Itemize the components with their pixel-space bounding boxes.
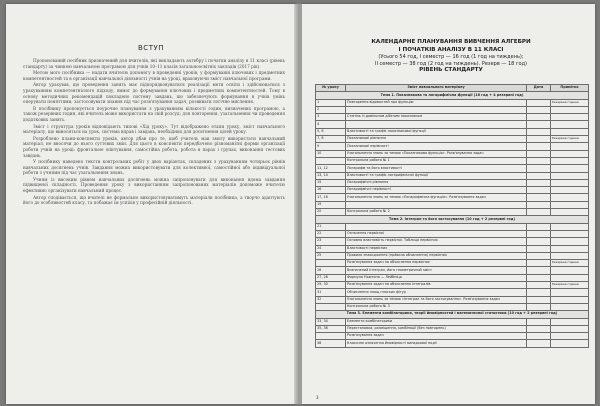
lesson-number: 15 — [316, 179, 346, 186]
intro-paragraph: Автор урахував, що проведення занять має підпорядковуватися реалізації мети освіти і здійснюватися з урахуванням компетентнісного підходу, вимог до формування ключових і предметних компетентностей. Тому в основу методичних рекомендацій покладено систему завдань, що забезпечують формування в учнів умінь оперувати поняттями, застосовувати знання під час розв'язування задач, розвивати логічне мислення. — [23, 82, 285, 105]
section-title: Тема 3. Елементи комбінаторики, теорії ймовірностей і математичної статистики (10 год + 2 резервні год) — [316, 311, 589, 318]
book-spread — [6, 4, 595, 404]
lesson-note: Резервна година — [551, 282, 589, 289]
lesson-note — [551, 157, 589, 164]
table-row — [316, 260, 589, 267]
lesson-content: Елементи комбінаторики — [346, 318, 527, 325]
table-row — [316, 209, 589, 216]
lesson-content: Повторення відомостей про функцію — [346, 99, 527, 106]
heading-line-1: КАЛЕНДАРНЕ ПЛАНУВАННЯ ВИВЧЕННЯ АЛГЕБРИ — [371, 39, 531, 45]
lesson-number: 29, 30 — [316, 282, 346, 289]
lesson-note — [551, 106, 589, 113]
lesson-number: 25 — [316, 252, 346, 259]
lesson-content: Властивості та графік логарифмічної функції — [346, 172, 527, 179]
lesson-date — [527, 318, 551, 325]
table-row — [316, 128, 589, 135]
section-row — [316, 216, 589, 223]
lesson-note: Резервна година — [551, 136, 589, 143]
heading-level: РІВЕНЬ СТАНДАРТУ — [419, 67, 483, 74]
lesson-number: 31 — [316, 289, 346, 296]
lesson-date — [527, 114, 551, 121]
lesson-date — [527, 165, 551, 172]
lesson-date — [527, 333, 551, 340]
lesson-content: Класичне означення ймовірності випадкової події — [346, 340, 527, 347]
section-title: Тема 1. Показникова та логарифмічна функції (16 год + 4 резервні год) — [316, 92, 589, 99]
page-title: ВСТУП — [138, 44, 164, 52]
lesson-date — [527, 230, 551, 237]
table-row — [316, 150, 589, 157]
intro-paragraph: В посібнику пропонується поурочне планування з урахуванням кількості годин, визначених програмою, а також резервних годин, які вчитель може використати на свій розсуд: для повторення, узагальнення чи проведення додаткових занять. — [23, 105, 285, 122]
lesson-content: Властивості та графік показникової функції — [346, 128, 527, 135]
lesson-content: Логарифмічні рівняння — [346, 179, 527, 186]
table-row — [316, 289, 589, 296]
lesson-note: Резервна година — [551, 99, 589, 106]
lesson-number: 13, 14 — [316, 172, 346, 179]
table-row — [316, 179, 589, 186]
intro-paragraph: Метою мого посібника — надати вчителю допомогу в проведенні уроків, у формуванні ключових і предметних компетентностей та в організації навчальної діяльності учнів на уроці, враховуючи зміст навчальної програми. — [23, 70, 285, 81]
lesson-number: 1 — [316, 99, 346, 106]
lesson-content: Визначений інтеграл, його геометричний зміст — [346, 267, 527, 274]
lesson-note — [551, 238, 589, 245]
lesson-number: 9 — [316, 143, 346, 150]
lesson-content: Узагальнення знань за темою «Логарифмічна функція». Розв'язування задач — [346, 194, 527, 201]
col-header-date: Дата — [527, 85, 551, 92]
lesson-date — [527, 252, 551, 259]
lesson-content: Логарифмічні нерівності — [346, 187, 527, 194]
lesson-content: Формула Ньютона — Лейбніца — [346, 274, 527, 281]
lesson-date — [527, 106, 551, 113]
table-row — [316, 114, 589, 121]
table-row — [316, 252, 589, 259]
lesson-note — [551, 150, 589, 157]
table-row — [316, 230, 589, 237]
intro-paragraph: Пропонований посібник призначений для вчителів, які викладають алгебру і початки аналізу в 11 класі (рівень стандарту) за чинною навчальною програмою для учнів 10–11 класів загальноосвітніх закладів (2017 рік). — [23, 58, 285, 69]
lesson-note — [551, 274, 589, 281]
lesson-note — [551, 267, 589, 274]
lesson-content: Контрольна робота № 1 — [346, 157, 527, 164]
lesson-number: 2 — [316, 106, 346, 113]
lesson-note — [551, 296, 589, 303]
table-row — [316, 187, 589, 194]
lesson-note — [551, 187, 589, 194]
lesson-date — [527, 143, 551, 150]
lesson-date — [527, 172, 551, 179]
lesson-number — [316, 157, 346, 164]
table-row — [316, 333, 589, 340]
lesson-date — [527, 99, 551, 106]
lesson-date — [527, 260, 551, 267]
lesson-note — [551, 128, 589, 135]
lesson-date — [527, 245, 551, 252]
col-header-content: Зміст навчального матеріалу — [346, 85, 527, 92]
table-row — [316, 340, 589, 347]
lesson-date — [527, 150, 551, 157]
section-title: Тема 2. Інтеграл та його застосування (10 год + 2 резервні год) — [316, 216, 589, 223]
table-row — [316, 121, 589, 128]
lesson-note — [551, 289, 589, 296]
table-row — [316, 172, 589, 179]
lesson-date — [527, 223, 551, 230]
lesson-note — [551, 303, 589, 310]
lesson-note — [551, 172, 589, 179]
lesson-date — [527, 209, 551, 216]
lesson-date — [527, 267, 551, 274]
lesson-content — [346, 106, 527, 113]
table-row — [316, 303, 589, 310]
lesson-number: 32 — [316, 296, 346, 303]
lesson-note — [551, 333, 589, 340]
section-row — [316, 92, 589, 99]
lesson-content: Логарифм та його властивості — [346, 165, 527, 172]
lesson-date — [527, 296, 551, 303]
lesson-number: 11, 12 — [316, 165, 346, 172]
lesson-content: Узагальнення знань за темою «Інтеграл та його застосування». Розв'язування задач — [346, 296, 527, 303]
lesson-date — [527, 194, 551, 201]
intro-text — [23, 58, 285, 206]
lesson-note — [551, 194, 589, 201]
intro-paragraph: Автор сподівається, що вчителі не формально використовуватимуть матеріали посібника, а творчо адаптують його до особливостей класу, та побажає їм успіхів у професійній діяльності. — [23, 194, 285, 206]
lesson-note — [551, 121, 589, 128]
lesson-note — [551, 201, 589, 208]
left-page — [6, 4, 296, 404]
table-row — [316, 318, 589, 325]
lesson-date — [527, 274, 551, 281]
table-row — [316, 245, 589, 252]
lesson-note — [551, 179, 589, 186]
lesson-content: Властивості первісних — [346, 245, 527, 252]
lesson-number: 19 — [316, 201, 346, 208]
lesson-date — [527, 179, 551, 186]
intro-paragraph: Розроблено плани-конспекти уроків, автор дбав про те, щоб учитель мав змогу використати навчальний матеріал, не вносячи до нього суттєвих змін. Для цього в конспекти передбачено різноманітні форми організації роботи учнів на уроці: фронтальне опитування, самостійна робота, робота в парах і групах, виконання тестових завдань. — [23, 135, 285, 158]
hours-line-1: (Усього 54 год, І семестр — 16 год (1 год на тиждень); — [378, 54, 524, 61]
calendar-plan-table — [315, 84, 589, 348]
lesson-number: 3 — [316, 114, 346, 121]
lesson-date — [527, 325, 551, 332]
lesson-number: 27, 28 — [316, 274, 346, 281]
table-row — [316, 267, 589, 274]
lesson-date — [527, 157, 551, 164]
intro-paragraph: У посібнику наведено тексти контрольних робіт у двох варіантах, складених з урахуванням чотирьох рівнів навчальних досягнень учнів. Завдання можна використовувати для колективної, самостійної або індивідуальної роботи з учнями під час узагальнення знань. — [23, 159, 285, 176]
lesson-date — [527, 136, 551, 143]
lesson-date — [527, 282, 551, 289]
page-number: 3 — [316, 395, 319, 400]
lesson-number: 22 — [316, 230, 346, 237]
table-row — [316, 223, 589, 230]
lesson-number: 38 — [316, 340, 346, 347]
lesson-date — [527, 187, 551, 194]
table-row — [316, 99, 589, 106]
lesson-date — [527, 289, 551, 296]
table-row — [316, 296, 589, 303]
lesson-note — [551, 252, 589, 259]
lesson-date — [527, 121, 551, 128]
col-header-note: Примітка — [551, 85, 589, 92]
lesson-number: 20 — [316, 209, 346, 216]
lesson-note — [551, 318, 589, 325]
lesson-date — [527, 128, 551, 135]
lesson-number: 21 — [316, 223, 346, 230]
lesson-number: 26 — [316, 267, 346, 274]
lesson-date — [527, 340, 551, 347]
table-row — [316, 201, 589, 208]
lesson-number: 7, 8 — [316, 136, 346, 143]
table-row — [316, 165, 589, 172]
lesson-note — [551, 114, 589, 121]
lesson-note — [551, 230, 589, 237]
lesson-content: Розв'язування задач на обчислення інтегралів — [346, 282, 527, 289]
lesson-number: 24 — [316, 245, 346, 252]
lesson-content: Показникові рівняння — [346, 136, 527, 143]
lesson-content — [346, 201, 527, 208]
lesson-date — [527, 303, 551, 310]
table-row — [316, 194, 589, 201]
table-row — [316, 282, 589, 289]
col-header-lesson: № уроку — [316, 85, 346, 92]
lesson-note — [551, 223, 589, 230]
lesson-content — [346, 121, 527, 128]
lesson-number — [316, 303, 346, 310]
table-row — [316, 106, 589, 113]
lesson-number: 35, 36 — [316, 325, 346, 332]
table-row — [316, 143, 589, 150]
heading-line-2: І ПОЧАТКІВ АНАЛІЗУ В 11 КЛАСІ — [398, 46, 504, 53]
lesson-content: Основна властивість первісної. Таблиця первісних — [346, 238, 527, 245]
table-header-row — [316, 85, 589, 92]
lesson-note — [551, 143, 589, 150]
lesson-number: 5, 6 — [316, 128, 346, 135]
lesson-date — [527, 201, 551, 208]
hours-line-2: ІІ семестр — 38 год (2 год на тиждень). Резерв — 18 год) — [374, 60, 527, 67]
lesson-number: 4 — [316, 121, 346, 128]
lesson-content: Правила знаходження (пра́вила обчислення) первісних — [346, 252, 527, 259]
intro-paragraph: Зміст і структура уроків відповідають типові «Хід уроку». Тут відображено етапи уроку, зміст навчального матеріалу, що виноситься на урок, система вправ і завдань, необхідних для досягнення цілей уроку. — [23, 123, 285, 135]
lesson-number — [316, 260, 346, 267]
table-row — [316, 157, 589, 164]
lesson-note — [551, 165, 589, 172]
lesson-number: 17, 18 — [316, 194, 346, 201]
lesson-content: Степінь із довільним дійсним показником — [346, 114, 527, 121]
plan-heading — [316, 39, 586, 75]
lesson-content: Перестановки, розміщення, комбінації (без повторень) — [346, 325, 527, 332]
lesson-note: Резервна година — [551, 260, 589, 267]
lesson-content: Означення первісної — [346, 230, 527, 237]
intro-paragraph: Учням із високим рівнем навчальних досягнень можна запропонувати для виконання вдома завдання підвищеної складності. Проведення уроку з використанням запропонованих матеріалів допоможе вчителю ефективно організувати навчальний процес. — [23, 176, 285, 194]
right-page — [302, 4, 595, 404]
table-row — [316, 274, 589, 281]
lesson-number: 33, 34 — [316, 318, 346, 325]
lesson-content — [346, 223, 527, 230]
lesson-number: 10 — [316, 150, 346, 157]
lesson-content: Розв'язування задач на обчислення первісних — [346, 260, 527, 267]
lesson-date — [527, 238, 551, 245]
lesson-note — [551, 209, 589, 216]
table-row — [316, 136, 589, 143]
lesson-number: 16 — [316, 187, 346, 194]
lesson-content: Показникові нерівності — [346, 143, 527, 150]
section-row — [316, 311, 589, 318]
lesson-content: Контрольна робота № 3 — [346, 303, 527, 310]
table-row — [316, 325, 589, 332]
lesson-number — [316, 333, 346, 340]
lesson-note — [551, 245, 589, 252]
lesson-content: Розв'язування задач — [346, 333, 527, 340]
lesson-note — [551, 340, 589, 347]
lesson-content: Контрольна робота № 2 — [346, 209, 527, 216]
lesson-content: Обчислення площ плоских фігур — [346, 289, 527, 296]
lesson-content: Узагальнення знань за темою «Показникова функція». Розв'язування задач — [346, 150, 527, 157]
lesson-note — [551, 325, 589, 332]
lesson-number: 23 — [316, 238, 346, 245]
table-row — [316, 238, 589, 245]
